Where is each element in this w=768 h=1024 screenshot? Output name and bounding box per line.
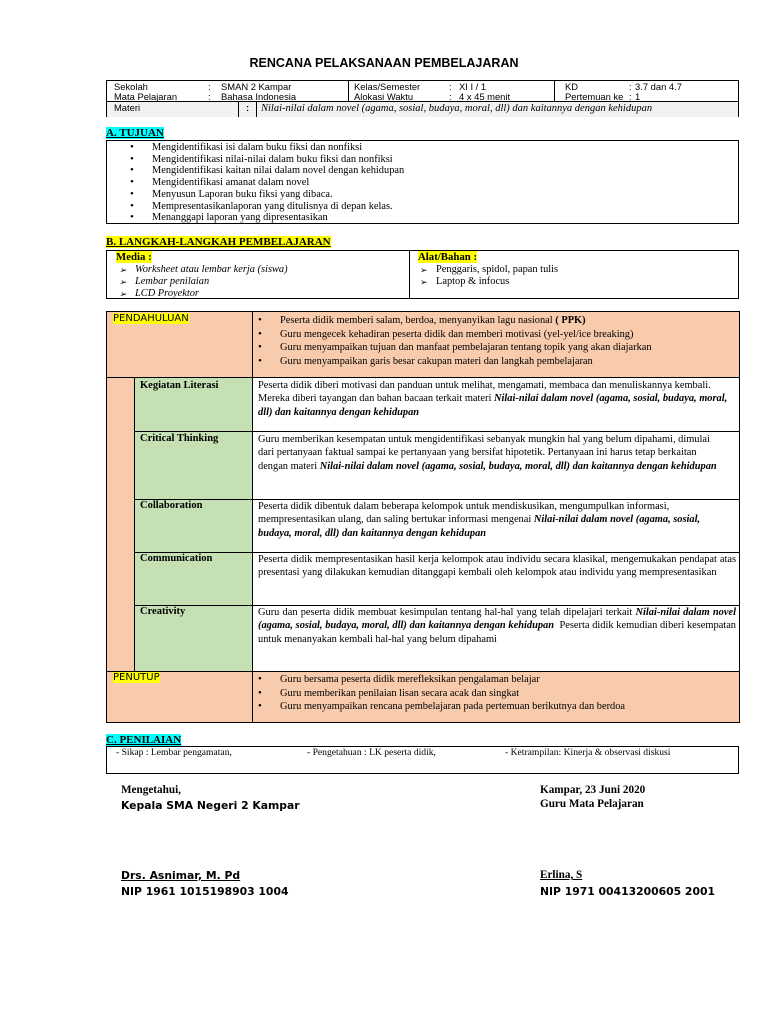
list-item: ➢ Penggaris, spidol, papan tulis [420,264,558,276]
literasi-content [252,377,740,432]
alokasi-label: Alokasi Waktu [354,91,414,102]
penutup-label: PENUTUP [113,672,160,683]
info-cell-kd [555,81,740,102]
tujuan-list [152,142,404,224]
creat-label-cell [134,605,253,672]
kd-label: KD [565,81,579,92]
comm-label-cell [134,552,253,606]
creat-label: Creativity [140,606,186,617]
list-item: • Guru mengecek kehadiran peserta didik dan memberi motivasi (yel-yel/ice breaking) [280,328,652,342]
list-item: • Guru menyampaikan tujuan dan manfaat pembelajaran tentang topik yang akan diajarkan [280,341,652,355]
sep: : [449,81,452,92]
list-item: • Mengidentifikasi nilai-nilai dalam buku fiksi dan nonfiksi [152,154,404,166]
sig-right-line1: Kampar, 23 Juni 2020 [540,784,646,796]
list-item: • Mengidentifikasi amanat dalam novel [152,177,404,189]
critical-label: Critical Thinking [140,433,219,444]
list-item: • Guru menyampaikan garis besar cakupan materi dan langkah pembelajaran [280,355,652,369]
list-item: ➢ LCD Proyektor [119,288,288,300]
sig-left-line2: Kepala SMA Negeri 2 Kampar [121,799,300,812]
media-label: Media [116,251,146,263]
sep: : [238,102,257,117]
alat-label: Alat/Bahan [418,251,471,263]
list-item: • Mengidentifikasi kaitan nilai dalam novel dengan kehidupan [152,165,404,177]
pendahuluan-content [252,311,740,378]
sig-right-nip: NIP 1971 00413200605 2001 [540,885,715,898]
collab-content [252,499,740,553]
list-item: • Guru bersama peserta didik merefleksikan pengalaman belajar [280,673,625,687]
penilaian-box [106,746,739,774]
sig-right-name: Erlina, S [540,869,583,881]
penilaian-heading: C. PENILAIAN [106,734,182,746]
pendahuluan-label-cell [106,311,253,378]
langkah-heading: B. LANGKAH-LANGKAH PEMBELAJARAN [106,236,331,248]
mapel-value: Bahasa Indonesia [221,91,297,102]
penutup-label-cell [106,671,253,723]
sekolah-label: Sekolah [114,81,148,92]
list-item: • Menanggapi laporan yang dipresentasikan [152,212,404,224]
alat-label-wrap: Alat/Bahan : [418,251,478,263]
info-table [106,80,739,117]
mapel-label: Mata Pelajaran [114,91,178,102]
literasi-label-cell [134,377,253,432]
page-title: RENCANA PELAKSANAAN PEMBELAJARAN [249,56,519,70]
list-item: • Guru memberikan penilaian lisan secara acak dan singkat [280,687,625,701]
sig-right-line2: Guru Mata Pelajaran [540,798,644,810]
literasi-text: Peserta didik diberi motivasi dan panduan untuk melihat, mengamati, membaca dan menuliskannya kembali. Mereka diberi tayangan dan bahan bacaan terkait materi Nilai-nilai dalam novel (agama, sosial, budaya, moral, dll) dan kaitannya dengan kehidupan [258,380,728,418]
list-item: • Peserta didik memberi salam, berdoa, menyanyikan lagu nasional ( PPK) [280,314,652,328]
list-item: • Menyusun Laporan buku fiksi yang dibaca. [152,189,404,201]
pertemuan-label: Pertemuan ke [565,91,624,102]
kd-value: 3.7 dan 4.7 [635,81,682,92]
ppk-tag: ( PPK) [555,315,586,326]
sep: : [208,91,211,102]
sep: : [208,81,211,92]
penutup-list [280,673,625,714]
critical-content [252,431,740,500]
creat-text: Guru dan peserta didik membuat kesimpulan tentang hal-hal yang telah dipelajari terkait Nilai-nilai dalam novel (agama, sosial, budaya, moral, dll) dan kaitannya dengan kehidupan Peserta didik kemudian diberi kesempatan untuk menanyakan kembali hal-hal yang belum dipahami [258,607,736,645]
list-item: ➢ Lembar penilaian [119,276,288,288]
kelas-label: Kelas/Semester [354,81,421,92]
literasi-label: Kegiatan Literasi [140,380,219,391]
sig-left-name: Drs. Asnimar, M. Pd [121,869,241,882]
sep: : [449,91,452,102]
list-item: ➢ Worksheet atau lembar kerja (siswa) [119,264,288,276]
info-cell-school [107,81,349,102]
sekolah-value: SMAN 2 Kampar [221,81,292,92]
info-cell-class [349,81,555,102]
sig-left-nip: NIP 1961 1015198903 1004 [121,885,289,898]
list-item: • Guru menyampaikan rencana pembelajaran pada pertemuan berikutnya dan berdoa [280,700,625,714]
penilaian-keterampilan: - Ketrampilan: Kinerja & observasi diskusi [505,747,671,758]
materi-value: Nilai-nilai dalam novel (agama, sosial, budaya, moral, dll) dan kaitannya dengan kehidupan [261,103,653,114]
penilaian-pengetahuan: - Pengetahuan : LK peserta didik, [307,747,436,758]
media-list [109,264,288,300]
alat-list [410,264,558,288]
comm-content [252,552,740,606]
alokasi-value: 4 x 45 menit [459,91,511,102]
pendahuluan-list [280,314,652,368]
pertemuan-value: 1 [635,91,641,102]
inti-side-strip [106,377,135,672]
critical-label-cell [134,431,253,500]
kelas-value: XI I / 1 [459,81,487,92]
collab-text: Peserta didik dibentuk dalam beberapa kelompok untuk mendiskusikan, mengumpulkan informasi, mempresentasikan ulang, dan saling bertukar informasi mengenai Nilai-nilai dalam novel (agama, sosial, budaya, moral, dll) dan kaitannya dengan kehidupan [258,501,701,539]
materi-label: Materi [114,102,141,113]
creat-content [252,605,740,672]
list-item: ➢ Laptop & infocus [420,276,558,288]
comm-text: Peserta didik mempresentasikan hasil kerja kelompok atau individu secara klasikal, mengemukakan pendapat atas presentasi yang dilakukan kemudian ditanggapi kembali oleh kelompok atau individu yang mempresentasikan [258,554,736,579]
media-label-wrap: Media : [116,251,152,263]
media-column [107,251,410,298]
penutup-content [252,671,740,723]
collab-label-cell [134,499,253,553]
tujuan-box [106,140,739,224]
list-item: • Mengidentifikasi isi dalam buku fiksi dan nonfiksi [152,142,404,154]
list-item: • Mempresentasikanlaporan yang ditulisnya di depan kelas. [152,201,404,213]
tujuan-heading: A. TUJUAN [106,127,164,139]
collab-label: Collaboration [140,500,203,511]
critical-text: Guru memberikan kesempatan untuk mengidentifikasi sebanyak mungkin hal yang belum dipahami, dimulai dari pertanyaan faktual sampai ke pertanyaan yang bersifat hipotetik. Pertanyaan ini harus tetap berkaitan dengan materi Nilai-nilai dalam novel (agama, sosial, budaya, moral, dll) dan kaitannya dengan kehidupan [258,434,717,472]
activities-table [106,311,740,723]
sig-left-line1: Mengetahui, [121,784,181,796]
comm-label: Communication [140,553,213,564]
sep: : [629,91,632,102]
penilaian-sikap: - Sikap : Lembar pengamatan, [116,747,232,758]
sep: : [629,81,632,92]
pendahuluan-label: PENDAHULUAN [113,313,189,324]
materi-row [107,102,738,117]
info-row [107,81,738,102]
media-box [106,250,739,299]
